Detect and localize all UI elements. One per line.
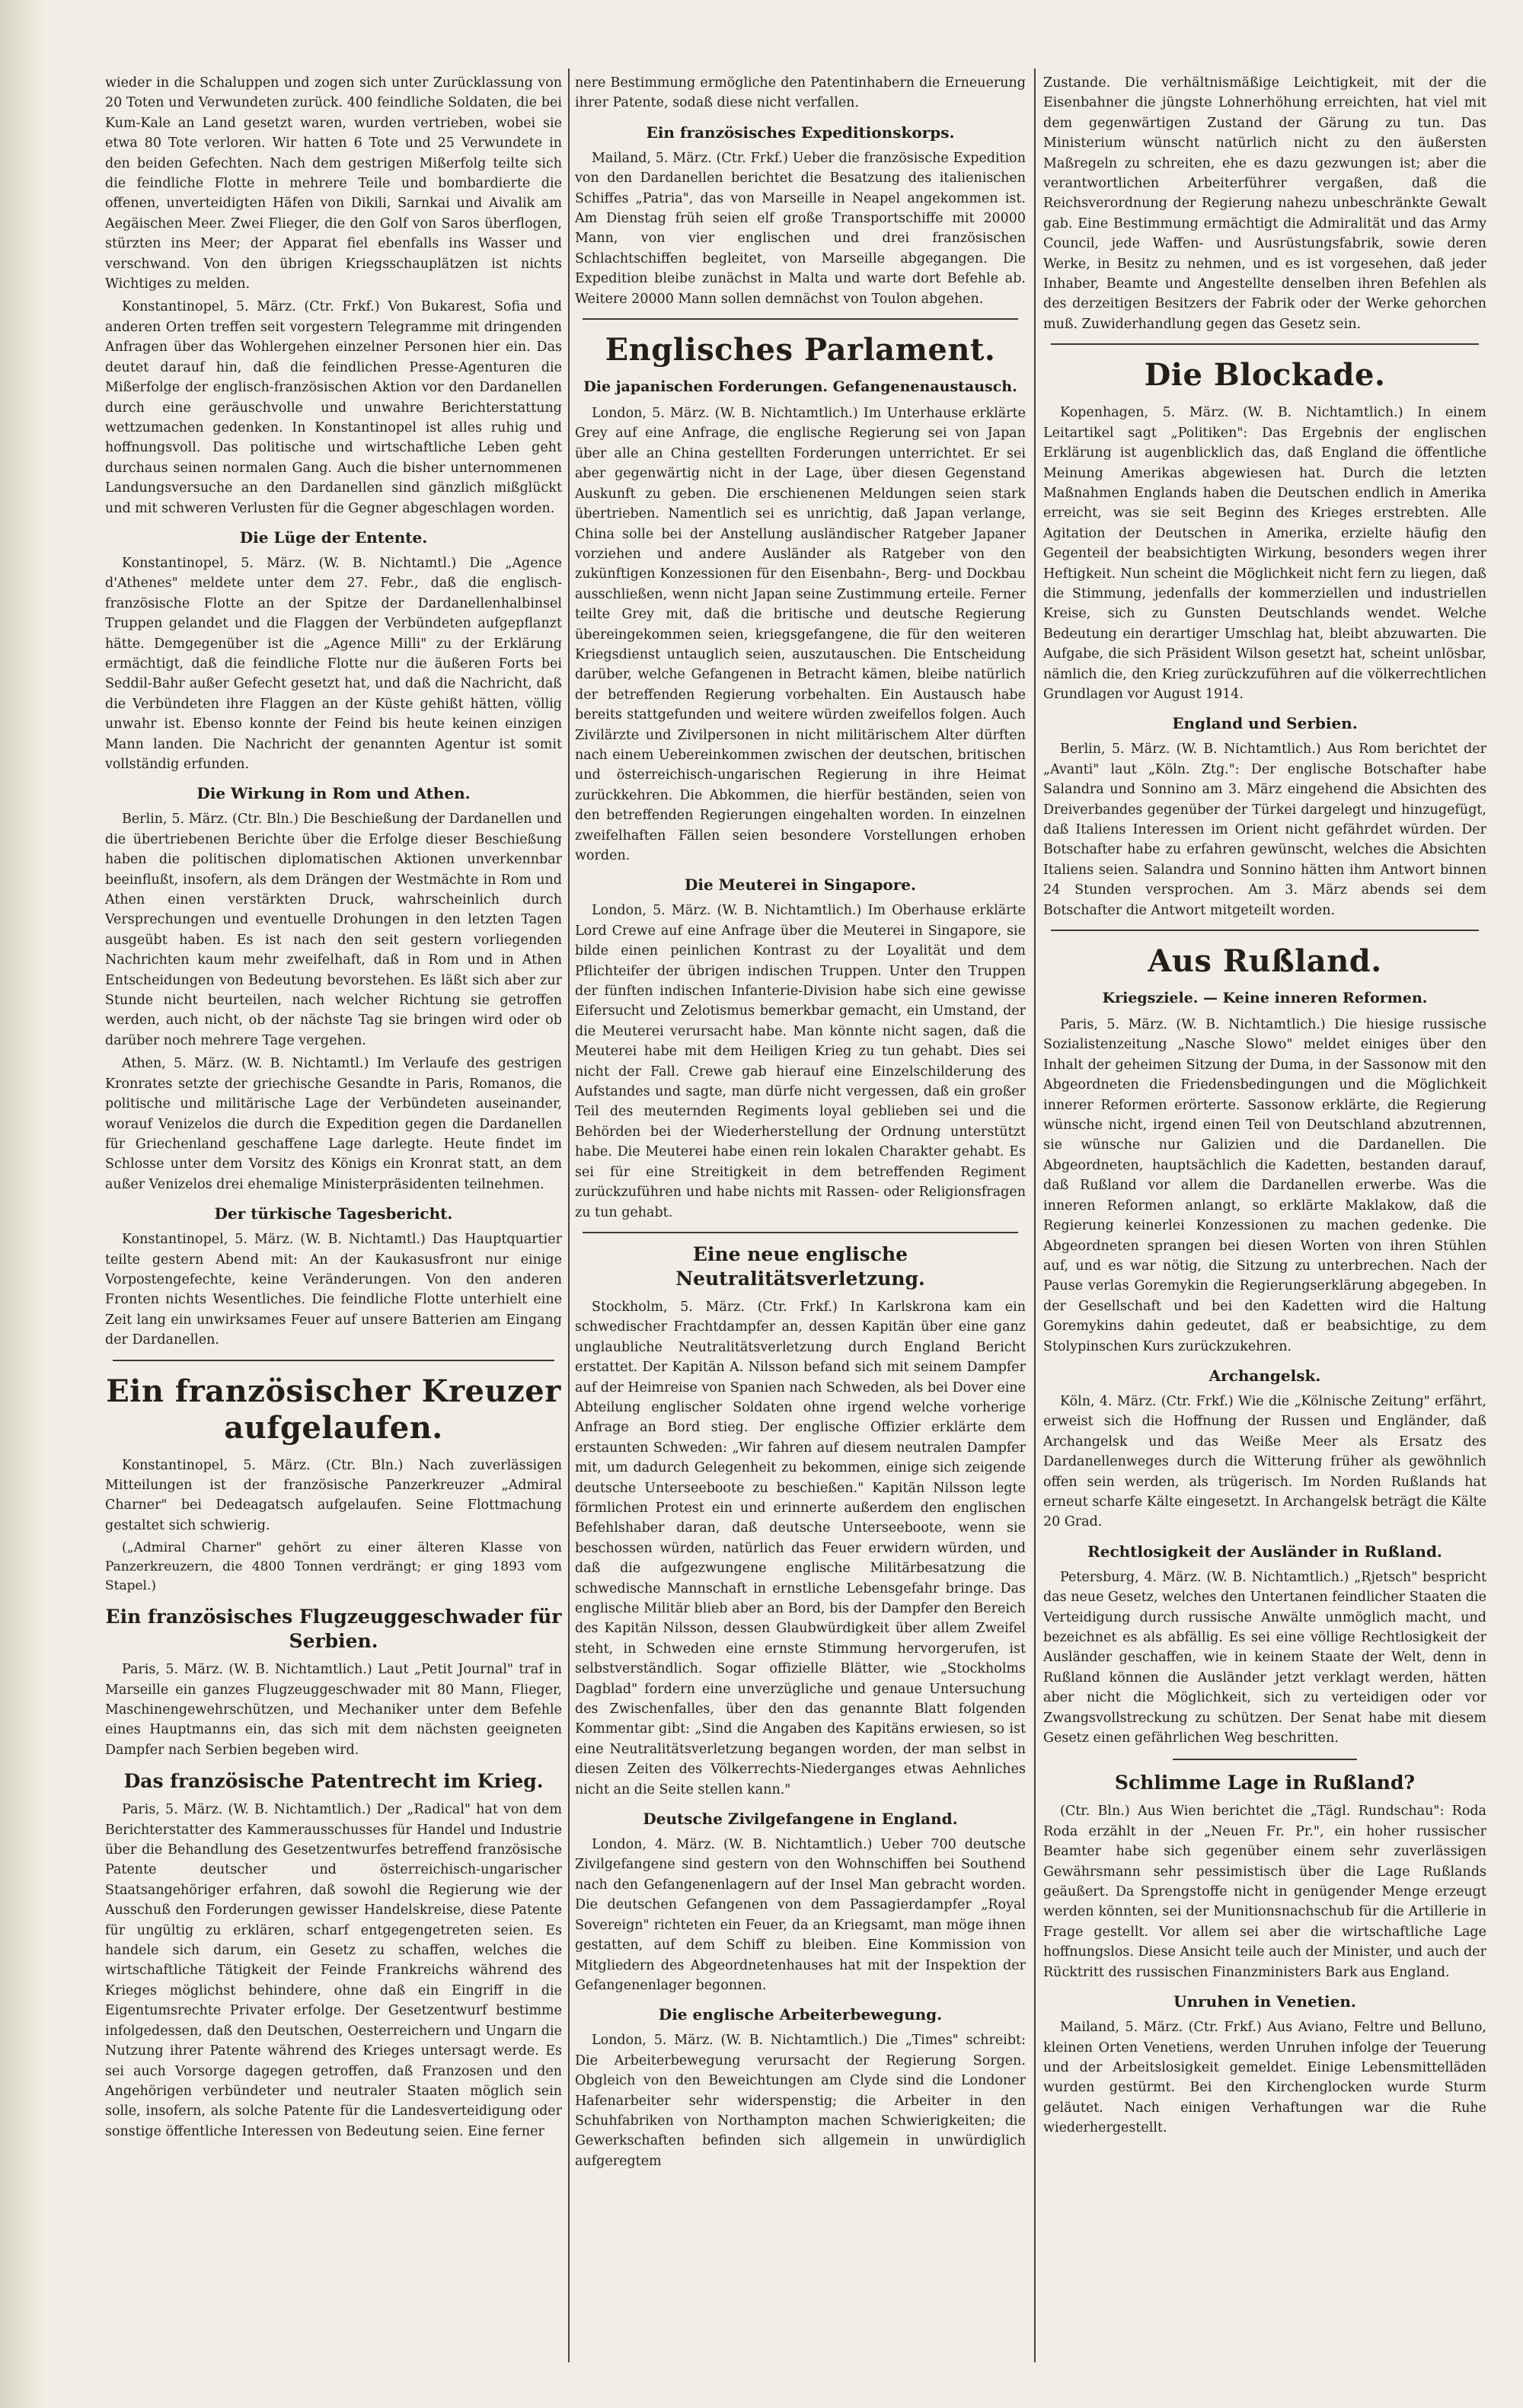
headline-medium: Ein französisches Flugzeuggeschwader für Serbien.	[105, 1606, 562, 1653]
headline-small: Ein französisches Expeditionskorps.	[646, 123, 955, 142]
article-paragraph: wieder in die Schaluppen und zogen sich unter Zurücklassung von 20 Toten und Verwundeten zurück. 400 feindliche Soldaten, die bei Kum-Kale an Land gesetzt waren, wurden vertrieben, wobei sie etwa 80 Tote verloren. Wir hatten 6 Tote und 25 Verwundete in den beiden Gefechten. Nach dem gestrigen Mißerfolg teilte sich die feindliche Flotte in mehrere Teile und bombardierte die offenen, unverteidigten Häfen von Dikili, Sarnkai und Aivalik am Aegäischen Meer. Zwei Flieger, die den Golf von Saros überflogen, stürzten ins Meer; der Apparat fiel ebenfalls ins Wasser und verschwand. Von den übrigen Kriegsschauplätzen ist nichts Wichtiges zu melden.	[105, 75, 562, 292]
headline-small: Die Meuterei in Singapore.	[685, 875, 916, 895]
section-divider	[1173, 1759, 1357, 1760]
article-paragraph: London, 5. März. (W. B. Nichtamtlich.) Im Unterhause erklärte Grey auf eine Anfrage, die englische Regierung sei von Japan über alle an China gestellten Forderungen unterrichtet. Er sei aber gegenwärtig nicht in der Lage, über diesen Gegenstand Auskunft zu geben. Die erschienenen Meldungen seien stark übertrieben. Namentlich sei es unrichtig, daß Japan verlange, China solle bei der Anstellung ausländischer Ratgeber Japaner vorziehen und andere Ausländer als Ratgeber von den zukünftigen Konzessionen für den Eisenbahn-, Berg- und Dockbau ausschließen, wenn nicht Japan seine Zustimmung erteile. Ferner teilte Grey mit, daß die britische und deutsche Regierung übereingekommen seien, kriegsgefangene, die für den weiteren Kriegsdienst untauglich seien, auszutauschen. Die Entscheidung darüber, welche Gefangenen in Betracht kämen, bleibe natürlich der betreffenden Regierung vorbehalten. Ein Austausch habe bereits stattgefunden und weitere würden zweifellos folgen. Auch Zivilärzte und Zivilpersonen in nicht militärischem Alter dürften nach einem Uebereinkommen zwischen der deutschen, britischen und österreichisch-ungarischen Regierung in ihre Heimat zurückkehren. Die Abkommen, die hierfür beständen, seien von den betreffenden Regierungen eingehalten worden. In einzelnen zweifelhaften Fällen seien besondere Vorstellungen erhoben worden.	[575, 406, 1026, 863]
column-rule-1	[568, 69, 570, 2362]
article-paragraph: Paris, 5. März. (W. B. Nichtamtlich.) Der „Radical" hat von dem Berichterstatter des Kammerausschusses für Handel und Industrie über die Behandlung des Gesetzentwurfes betreffend französische Patente deutscher und österreichisch-ungarischer Staatsangehöriger erfahren, daß sowohl die Regierung wie der Ausschuß den Forderungen gewisser Handelskreise, diese Patente für ungültig zu erklären, scharf entgegengetreten seien. Es handele sich darum, ein Gesetz zu schaffen, welches die wirtschaftliche Tätigkeit der Feinde Frankreichs während des Krieges möglichst behindere, ohne daß ein Eingriff in die Eigentumsrechte Privater erfolge. Der Gesetzentwurf bestimme infolgedessen, daß den Deutschen, Oesterreichern und Ungarn die Nutzung ihrer Patente während des Krieges untersagt werde. Es sei auch Vorsorge dagegen getroffen, daß Franzosen und den Angehörigen verbündeter und neutraler Staaten möglich sein solle, insofern, als solche Patente für die Landesverteidigung oder sonstige öffentliche Interessen von Bedeutung seien. Eine ferner	[105, 1802, 562, 2139]
headline-small: Archangelsk.	[1209, 1366, 1321, 1385]
article-paragraph: (Ctr. Bln.) Aus Wien berichtet die „Tägl. Rundschau": Roda Roda erzählt in der „Neuen Fr. Pr.", ein hoher russischer Beamter habe sich gegenüber einem sehr zuverlässigen Gewährsmann sehr pessimistisch über die Lage Rußlands geäußert. Da Sprengstoffe nicht in genügender Menge erzeugt werden könnten, sei der Munitionsnachschub für die Artillerie in Frage gestellt. Vor allem sei aber die wirtschaftliche Lage hoffnungslos. Diese Ansicht teile auch der Minister, und auch der Rücktritt des russischen Finanzministers Bark aus England.	[1043, 1804, 1486, 1980]
article-paragraph: Berlin, 5. März. (W. B. Nichtamtlich.) Aus Rom berichtet der „Avanti" laut „Köln. Ztg.": Der englische Botschafter habe Salandra und Sonnino am 3. März eingehend die Absichten des Dreiverbandes gegenüber der Türkei dargelegt und hinzugefügt, daß Italiens Interessen im Orient nicht gefährdet würden. Der Botschafter habe zu erfahren gewünscht, welches die Absichten Italiens seien. Salandra und Sonnino hätten ihm Antwort binnen 24 Stunden versprochen. Am 3. März abends sei dem Botschafter die Antwort mitgeteilt worden.	[1043, 742, 1486, 918]
headline-medium: Schlimme Lage in Rußland?	[1114, 1772, 1416, 1794]
headline-small: Die englische Arbeiterbewegung.	[658, 2005, 943, 2024]
column-rule-2	[1034, 69, 1036, 2362]
section-divider	[583, 1232, 1018, 1233]
article-paragraph: Stockholm, 5. März. (Ctr. Frkf.) In Karlskrona kam ein schwedischer Frachtdampfer an, dessen Kapitän über eine ganz unglaubliche Neutralitätsverletzung durch England Bericht erstattet. Der Kapitän A. Nilsson befand sich mit seinem Dampfer auf der Heimreise von Spanien nach Schweden, als bei Dover eine Abteilung englischer Soldaten ohne irgend welche vorherige Anfrage an Bord stieg. Der englische Offizier erklärte dem erstaunten Schweden: „Wir fahren auf diesem neutralen Dampfer mit, um dadurch Gelegenheit zu bekommen, einige sich zeigende deutsche Unterseeboote zu beschießen." Kapitän Nilsson legte förmlichen Protest ein und erinnerte außerdem den englischen Befehlshaber daran, daß deutsche Unterseeboote, wenn sie beschossen würden, natürlich das Feuer erwidern würden, und daß die aufgezwungene englische Militärbesatzung die schwedische Mannschaft in ernstliche Lebensgefahr bringe. Das englische Militär blieb aber an Bord, bis der Dampfer den Bereich des Kapitän Nilsson, dessen Glaubwürdigkeit über allem Zweifel steht, in Schweden eine ernste Stimmung hervorgerufen, ist selbstverständlich. Sogar offizielle Blätter, wie „Stockholms Dagblad" fordern eine unverzügliche und genaue Untersuchung des Zwischenfalles, über den das genannte Blatt folgenden Kommentar gibt: „Sind die Angaben des Kapitäns erwiesen, so ist eine Neutralitätsverletzung begangen worden, der man selbst in diesen Zeiten des Völkerrechts-Niederganges etwas Aehnliches nicht an die Seite stellen kann."	[575, 1299, 1026, 1797]
article-paragraph: Köln, 4. März. (Ctr. Frkf.) Wie die „Kölnische Zeitung" erfährt, erweist sich die Hoffnung der Russen und Engländer, daß Archangelsk und das Weiße Meer als Ersatz des Dardanellenweges durch die Witterung früher als gewöhnlich offen sein werden, als trügerisch. Im Norden Rußlands hat erneut scharfe Kälte eingesetzt. In Archangelsk beträgt die Kälte 20 Grad.	[1043, 1393, 1486, 1530]
sub-headline: Kriegsziele. — Keine inneren Reformen.	[1102, 990, 1428, 1007]
headline-large: Die Blockade.	[1144, 357, 1386, 394]
headline-small: Rechtlosigkeit der Ausländer in Rußland.	[1087, 1542, 1442, 1561]
article-paragraph: London, 4. März. (W. B. Nichtamtlich.) Ueber 700 deutsche Zivilgefangene sind gestern von den Wohnschiffen bei Southend nach den Gefangenenlagern auf der Insel Man gebracht worden. Die deutschen Gefangenen von dem Passagierdampfer „Royal Sovereign" richteten ein Feuer, da an Kriegsamt, man möge ihnen gestatten, auf dem Schiff zu bleiben. Eine Kommission von Mitgliedern des Abgeordnetenhauses hat mit der Inspektion der Gefangenenlager begonnen.	[575, 1837, 1026, 1993]
headline-small: Die Lüge der Entente.	[239, 528, 428, 547]
headline-medium: Eine neue englische Neutralitätsverletzung.	[675, 1242, 925, 1290]
article-paragraph: London, 5. März. (W. B. Nichtamtlich.) Die „Times" schreibt: Die Arbeiterbewegung verursacht der Regierung Sorgen. Obgleich von den Beweichtungen am Clyde sind die Londoner Hafenarbeiter sehr widerspenstig; die Arbeiter in den Schuhfabriken von Northampton machen Schwierigkeiten; die Gewerkschaften befinden sich allgemein in unwürdiglich aufgeregtem	[575, 2033, 1026, 2169]
section-divider	[583, 318, 1018, 320]
headline-small: Die Wirkung in Rom und Athen.	[196, 784, 471, 803]
sub-headline: Die japanischen Forderungen. Gefangenenaustausch.	[583, 378, 1017, 396]
column-1	[105, 73, 562, 2362]
article-paragraph: Mailand, 5. März. (Ctr. Frkf.) Ueber die französische Expedition von den Dardanellen berichtet die Besatzung des italienischen Schiffes „Patria", das von Marseille in Neapel angekommen ist. Am Dienstag früh seien elf große Transportschiffe mit 20000 Mann, von vier englischen und drei französischen Schlachtschiffen begleitet, von Marseille abgegangen. Die Expedition bleibe zunächst in Malta und warte dort Befehle ab. Weitere 20000 Mann sollen demnächst von Toulon abgehen.	[575, 150, 1026, 307]
column-2	[575, 73, 1026, 2362]
article-paragraph: Berlin, 5. März. (Ctr. Bln.) Die Beschießung der Dardanellen und die übertriebenen Berichte über die Erfolge dieser Beschießung haben die politischen diplomatischen Aktionen unverkennbar beeinflußt, insofern, als dem Drängen der Westmächte in Rom und Athen einen verstärkten Druck, wahrscheinlich durch Versprechungen und eventuelle Drohungen in den letzten Tagen ausgeübt haben. Es ist nach den seit gestern vorliegenden Nachrichten kaum mehr zweifelhaft, daß in Rom und in Athen Entscheidungen von Bedeutung bevorstehen. Es läßt sich aber zur Stunde nicht beurteilen, nach welcher Richtung sie getroffen werden, auch nicht, ob der nächste Tag sie bringen wird oder ob darüber noch mehrere Tage vergehen.	[105, 812, 562, 1048]
article-paragraph: Petersburg, 4. März. (W. B. Nichtamtlich.) „Rjetsch" bespricht das neue Gesetz, welches den Untertanen feindlicher Staaten die Verteidigung durch russische Anwälte unmöglich macht, und bezeichnet es als abfällig. Es sei eine völlige Rechtlosigkeit der Ausländer geschaffen, wie in keinem Staate der Welt, denn in Rußland können die Ausländer jetzt verklagt werden, hätten aber nicht die Möglichkeit, sich zu verteidigen oder vor Zwangsvollstreckung zu schützen. Der Senat habe mit diesem Gesetz einen gefährlichen Weg beschritten.	[1043, 1569, 1486, 1746]
headline-large: Aus Rußland.	[1148, 943, 1382, 980]
article-paragraph: Paris, 5. März. (W. B. Nichtamtlich.) Die hiesige russische Sozialistenzeitung „Nasche Slowo" meldet einiges über den Inhalt der geheimen Sitzung der Duma, in der Sassonow mit den Abgeordneten die Friedensbedingungen und die Möglichkeit innerer Reformen erörterte. Sassonow erklärte, die Regierung wünsche nicht, irgend einen Teil von Deutschland abzutrennen, sie wünsche nur Galizien und die Dardanellen. Die Abgeordneten, hauptsächlich die Kadetten, bestanden darauf, daß Rußland vor allem die Dardanellen erwerbe. Was die inneren Reformen anlangt, so erklärte Maklakow, daß die Regierung keinerlei Konzessionen zu machen gedenke. Die Abgeordneten sprangen bei diesen Worten von ihren Stühlen auf, und es war nötig, die Sitzung zu unterbrechen. Nach der Pause verlas Goremykin die Regierungserklärung abgegeben. In der Gesellschaft und bei den Kadetten wird die Haltung Goremykins dahin gedeutet, daß er beabsichtige, zu dem Stolypinschen Kurs zurückzukehren.	[1043, 1017, 1486, 1354]
article-paragraph: Athen, 5. März. (W. B. Nichtamtl.) Im Verlaufe des gestrigen Kronrates setzte der griechische Gesandte in Paris, Romanos, die politische und militärische Lage der Verbündeten auseinander, worauf Venizelos die durch die Expedition gegen die Dardanellen für Griechenland geschaffene Lage darlegte. Heute findet im Schlosse unter dem Vorsitz des Königs ein Kronrat statt, an dem außer Venizelos drei ehemalige Ministerpräsidenten teilnehmen.	[105, 1056, 562, 1192]
headline-large: Ein französischer Kreuzer aufgelaufen.	[106, 1373, 561, 1446]
article-paragraph: Konstantinopel, 5. März. (W. B. Nichtamtl.) Das Hauptquartier teilte gestern Abend mit: An der Kaukasusfront nur einige Vorpostengefechte, keine Veränderungen. Von den anderen Fronten nichts Wesentliches. Die feindliche Flotte unterhielt eine Zeit lang ein unwirksames Feuer auf unsere Batterien am Eingang der Dardanellen.	[105, 1232, 562, 1348]
article-paragraph: London, 5. März. (W. B. Nichtamtlich.) Im Oberhause erklärte Lord Crewe auf eine Anfrage über die Meuterei in Singapore, sie bilde einen peinlichen Kontrast zu der Loyalität und dem Pflichteifer der übrigen indischen Truppen. Unter den Truppen der fünften indischen Infanterie-Division habe sich eine gewisse Eifersucht und Zelotismus bemerkbar gemacht, ein Umstand, der die Meuterei verursacht habe. Man könnte nicht sagen, daß die Meuterei habe mit dem Heiligen Krieg zu tun gehabt. Dies sei nicht der Fall. Crewe gab hierauf eine Einzelschilderung des Aufstandes und sagte, man dürfe nicht vergessen, daß ein großer Teil des meuternden Regiments loyal geblieben sei und die Behörden bei der Wiederherstellung der Ordnung unterstützt habe. Die Meuterei habe einen rein lokalen Charakter gehabt. Es sei für eine Streitigkeit in dem betreffenden Regiment zurückzuführen und habe nichts mit Rassen- oder Religionsfragen zu tun gehabt.	[575, 903, 1026, 1220]
column-3	[1043, 73, 1486, 2362]
article-paragraph: Paris, 5. März. (W. B. Nichtamtlich.) Laut „Petit Journal" traf in Marseille ein ganzes Flugzeuggeschwader mit 80 Mann, Flieger, Maschinengewehrschützen, und Mechaniker unter dem Befehle eines Hauptmanns ein, das sich mit dem nächsten geeigneten Dampfer nach Serbien begeben wird.	[105, 1662, 562, 1758]
section-divider	[1051, 343, 1479, 345]
headline-medium: Das französische Patentrecht im Krieg.	[123, 1770, 544, 1793]
article-paragraph: Kopenhagen, 5. März. (W. B. Nichtamtlich.) In einem Leitartikel sagt „Politiken": Das Ergebnis der englischen Erklärung ist augenblicklich das, daß England die öffentliche Meinung Amerikas abgewiesen hat. Durch die letzten Maßnahmen Englands haben die Deutschen endlich in Amerika erreicht, was sie seit Beginn des Krieges erstrebten. Alle Agitation der Deutschen in Amerika, erzielte häufig den Gegenteil der beabsichtigten Wirkung, besonders wegen ihrer Heftigkeit. Nun scheint die Möglichkeit nicht fern zu liegen, daß die Stimmung, jedenfalls der kommerziellen und industriellen Kreise, sich zu Gunsten Deutschlands wendet. Welche Bedeutung ein derartiger Umschlag hat, bleibt abzuwarten. Die Aufgabe, die sich Präsident Wilson gesetzt hat, scheint unlösbar, nämlich die, den Krieg zurückzuführen auf die völkerrechtlichen Grundlagen vor August 1914.	[1043, 405, 1486, 702]
section-divider	[113, 1360, 554, 1361]
article-paragraph: nere Bestimmung ermögliche den Patentinhabern die Erneuerung ihrer Patente, sodaß diese nicht verfallen.	[575, 75, 1026, 111]
article-paragraph: Mailand, 5. März. (Ctr. Frkf.) Aus Aviano, Feltre und Belluno, kleinen Orten Venetiens, werden Unruhen infolge der Teuerung und der Arbeitslosigkeit gemeldet. Einige Lebensmittelläden wurden gestürmt. Bei den Kirchenglocken wurde Sturm geläutet. Nach einigen Verhaftungen war die Ruhe wiederhergestellt.	[1043, 2020, 1486, 2136]
article-paragraph: Konstantinopel, 5. März. (W. B. Nichtamtl.) Die „Agence d'Athenes" meldete unter dem 27. Febr., daß die englisch-französische Flotte an der Spitze der Dardanellenhalbinsel Truppen gelandet und die Flaggen der Verbündeten aufgepflanzt hätte. Demgegenüber ist die „Agence Milli" zu der Erklärung ermächtigt, daß die feindliche Flotte nur die äußeren Forts bei Seddil-Bahr außer Gefecht gesetzt hat, und daß die Nachricht, daß die Verbündeten ihre Flaggen an der Küste gehißt hätten, völlig unwahr ist. Ebenso konnte der Feind bis heute keinen einzigen Mann landen. Die Nachricht der genannten Agentur ist somit vollständig erfunden.	[105, 555, 562, 772]
section-divider	[1051, 930, 1479, 931]
article-paragraph: Zustande. Die verhältnismäßige Leichtigkeit, mit der die Eisenbahner die jüngste Lohnerhöhung erreichten, hat viel mit dem gegenwärtigen Zustand der Gärung zu tun. Das Ministerium wünscht natürlich nicht zu den äußersten Maßregeln zu schreiten, ehe es dazu gezwungen ist; aber die verantwortlichen Arbeiterführer vergaßen, daß die Reichsverordnung der Regierung nahezu unbeschränkte Gewalt gab. Eine Bestimmung ermächtigt die Admiralität und das Army Council, jede Waffen- und Ausrüstungsfabrik, sowie deren Werke, in Besitz zu nehmen, und es ist vorgesehen, daß jeder Inhaber, Beamte und Angestellte denselben ihren Befehlen als des derzeitigen Besitzers der Fabrik oder der Werke gehorchen muß. Zuwiderhandlung gegen das Gesetz sein.	[1043, 75, 1486, 332]
headline-small: Der türkische Tagesbericht.	[214, 1204, 453, 1223]
headline-large: Englisches Parlament.	[605, 332, 996, 368]
editorial-note: („Admiral Charner" gehört zu einer älteren Klasse von Panzerkreuzern, die 4800 Tonnen verdrängt; er ging 1893 vom Stapel.)	[105, 1540, 562, 1594]
article-paragraph: Konstantinopel, 5. März. (Ctr. Bln.) Nach zuverlässigen Mitteilungen ist der französische Panzerkreuzer „Admiral Charner" bei Dedeagatsch aufgelaufen. Seine Flottmachung gestaltet sich schwierig.	[105, 1457, 562, 1533]
headline-small: Unruhen in Venetien.	[1173, 1992, 1356, 2011]
headline-small: England und Serbien.	[1172, 714, 1358, 733]
page-edge-shadow	[0, 0, 46, 2408]
article-paragraph: Konstantinopel, 5. März. (Ctr. Frkf.) Von Bukarest, Sofia und anderen Orten treffen seit vorgestern Telegramme mit dringenden Anfragen über das Wohlergehen einzelner Personen hier ein. Das deutet darauf hin, daß die feindlichen Presse-Agenturen die Mißerfolge der englisch-französischen Aktion vor den Dardanellen durch eine geräuschvolle und unwahre Berichterstattung wettzumachen gedenken. In Konstantinopel ist alles ruhig und hoffnungsvoll. Das politische und wirtschaftliche Leben geht durchaus seinen normalen Gang. Auch die bisher unternommenen Landungsversuche an den Dardanellen sind gänzlich mißglückt und mit schweren Verlusten für die Gegner abgeschlagen worden.	[105, 299, 562, 516]
headline-small: Deutsche Zivilgefangene in England.	[643, 1810, 958, 1829]
